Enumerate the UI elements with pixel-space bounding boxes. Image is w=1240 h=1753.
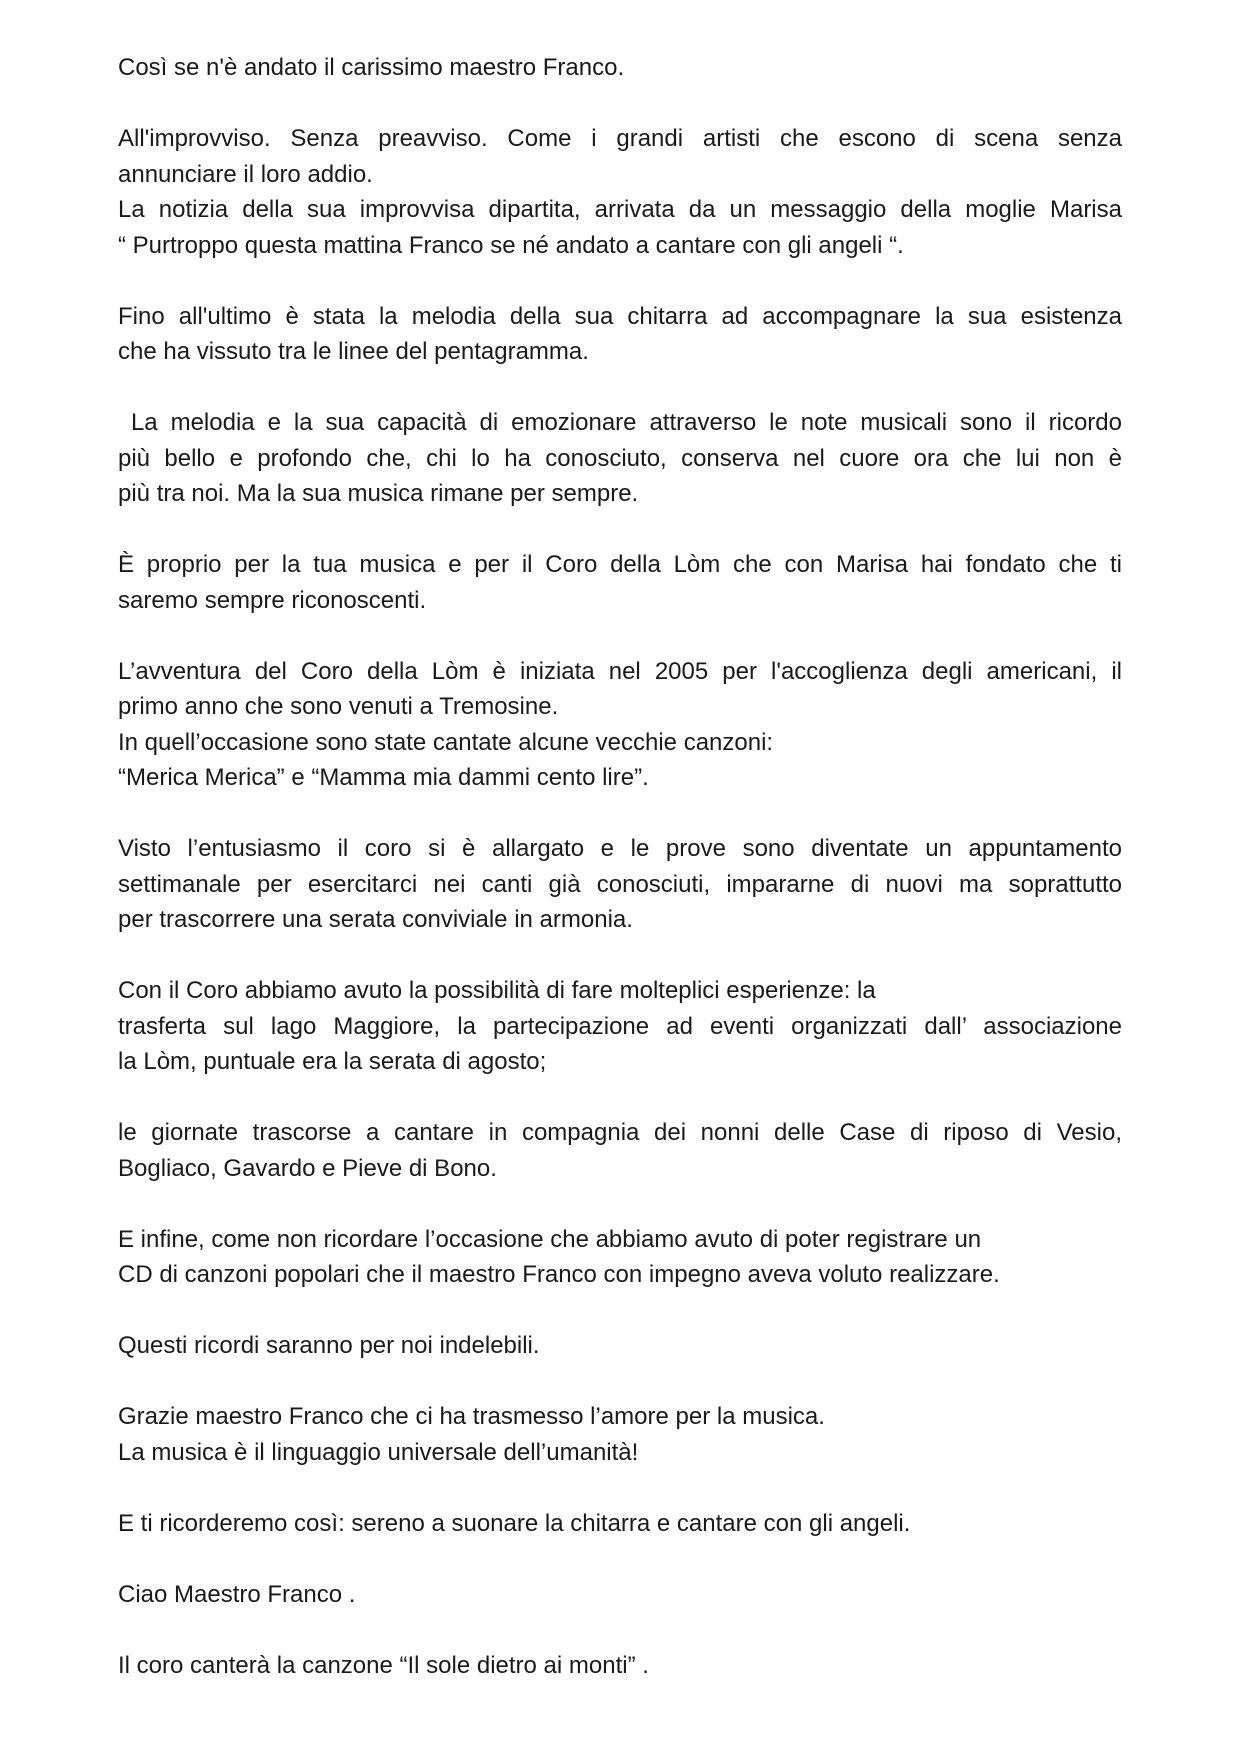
text-line: CD di canzoni popolari che il maestro Franco con impegno aveva voluto realizzare. <box>118 1261 1000 1288</box>
text-line: All'improvviso. Senza preavviso. Come i grandi artisti che escono di scena senza <box>118 125 1122 152</box>
text-line: la Lòm, puntuale era la serata di agosto; <box>118 1048 547 1075</box>
text-line: Fino all'ultimo è stata la melodia della sua chitarra ad accompagnare la sua esistenza <box>118 302 1122 330</box>
text-line: Visto l’entusiasmo il coro si è allargato e le prove sono diventate un appuntamento <box>118 835 1122 862</box>
text-line: più tra noi. Ma la sua musica rimane per sempre. <box>118 480 639 507</box>
paragraph-remember <box>118 1506 1122 1542</box>
paragraph-cd <box>118 1222 1122 1293</box>
paragraph-nursing-homes <box>118 1115 1122 1186</box>
paragraph-news <box>118 121 1122 263</box>
text-line: E ti ricorderemo così: sereno a suonare la chitarra e cantare con gli angeli. <box>118 1509 911 1537</box>
text-line: Con il Coro abbiamo avuto la possibilità di fare molteplici esperienze: la <box>118 977 876 1004</box>
document-body <box>118 50 1122 1719</box>
text-line: settimanale per esercitarci nei canti già conosciuti, impararne di nuovi ma soprattutto <box>118 870 1122 898</box>
text-line: saremo sempre riconoscenti. <box>118 586 427 614</box>
text-line: In quell’occasione sono state cantate alcune vecchie canzoni: <box>118 728 774 756</box>
text-line: annunciare il loro addio. <box>118 160 373 188</box>
text-line: le giornate trascorse a cantare in compagnia dei nonni delle Case di riposo di Vesio, <box>118 1119 1122 1146</box>
paragraph-melody <box>118 405 1122 512</box>
text-line: E infine, come non ricordare l’occasione che abbiamo avuto di poter registrare un <box>118 1225 982 1253</box>
text-line: per trascorrere una serata conviviale in armonia. <box>118 906 633 933</box>
text-line: Bogliaco, Gavardo e Pieve di Bono. <box>118 1154 497 1182</box>
text-line: Grazie maestro Franco che ci ha trasmesso l’amore per la musica. <box>118 1403 825 1430</box>
text-line: La musica è il linguaggio universale dell’umanità! <box>118 1438 639 1466</box>
text-line: primo anno che sono venuti a Tremosine. <box>118 693 559 720</box>
text-line: Così se n'è andato il carissimo maestro Franco. <box>118 54 625 81</box>
text-line: È proprio per la tua musica e per il Coro della Lòm che con Marisa hai fondato che ti <box>118 551 1122 578</box>
text-line: La notizia della sua improvvisa dipartita, arrivata da un messaggio della moglie Marisa <box>118 196 1122 223</box>
paragraph-song <box>118 1648 1122 1684</box>
text-line: “ Purtroppo questa mattina Franco se né andato a cantare con gli angeli “. <box>118 231 904 259</box>
text-line: che ha vissuto tra le linee del pentagramma. <box>118 338 589 365</box>
text-line: Questi ricordi saranno per noi indelebili. <box>118 1332 540 1359</box>
paragraph-gratitude <box>118 547 1122 618</box>
text-line: “Merica Merica” e “Mamma mia dammi cento lire”. <box>118 764 649 791</box>
paragraph-farewell <box>118 1577 1122 1613</box>
paragraph-enthusiasm <box>118 831 1122 938</box>
paragraph-opening <box>118 50 1122 86</box>
text-line: L’avventura del Coro della Lòm è iniziata nel 2005 per l'accoglienza degli americani, il <box>118 657 1122 685</box>
text-line: trasferta sul lago Maggiore, la partecipazione ad eventi organizzati dall’ associazione <box>118 1012 1122 1040</box>
text-line: Ciao Maestro Franco . <box>118 1580 356 1608</box>
paragraph-thanks <box>118 1399 1122 1470</box>
text-line: più bello e profondo che, chi lo ha conosciuto, conserva nel cuore ora che lui non è <box>118 444 1122 472</box>
paragraph-experiences <box>118 973 1122 1080</box>
text-line: Il coro canterà la canzone “Il sole dietro ai monti” . <box>118 1651 649 1679</box>
paragraph-memories <box>118 1328 1122 1364</box>
paragraph-adventure <box>118 654 1122 796</box>
paragraph-guitar <box>118 299 1122 370</box>
text-line: La melodia e la sua capacità di emozionare attraverso le note musicali sono il ricordo <box>118 409 1122 436</box>
